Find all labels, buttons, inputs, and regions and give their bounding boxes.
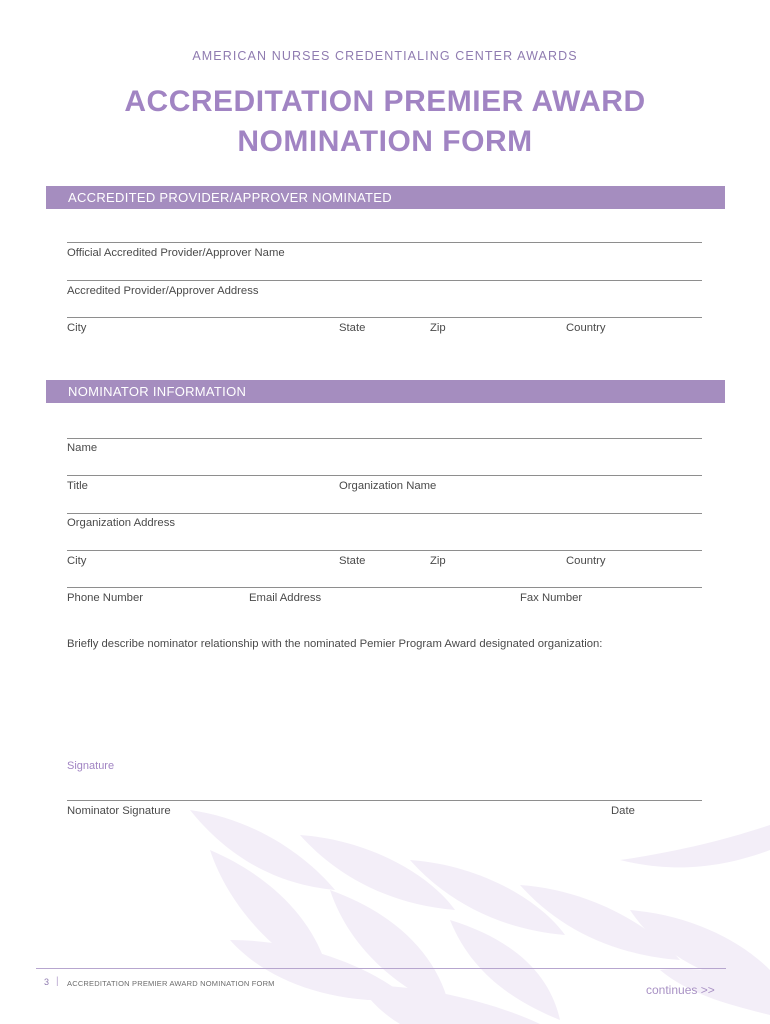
email-address-label: Email Address [249,592,322,604]
provider-address-label: Accredited Provider/Approver Address [67,285,259,297]
nominator-contact-field[interactable] [67,587,702,588]
nominator-city-label: City [67,555,87,567]
continues-link[interactable]: continues >> [646,983,715,997]
nominator-name-label: Name [67,442,98,454]
nominator-state-label: State [339,555,366,567]
section-header-provider: ACCREDITED PROVIDER/APPROVER NOMINATED [46,186,725,209]
relationship-prompt: Briefly describe nominator relationship with the nominated Pemier Program Award designated organization: [67,638,603,650]
fax-number-label: Fax Number [520,592,583,604]
organization-address-label: Organization Address [67,517,176,529]
provider-location-field[interactable] [67,317,702,318]
relationship-text-area[interactable] [67,660,702,750]
signature-heading: Signature [67,760,115,772]
official-name-label: Official Accredited Provider/Approver Name [67,247,285,259]
provider-state-label: State [339,322,366,334]
nominator-location-field[interactable] [67,550,702,551]
footer-separator: | [56,976,59,987]
provider-address-field[interactable] [67,280,702,281]
form-title-line2: NOMINATION FORM [237,125,533,158]
organization-address-field[interactable] [67,513,702,514]
footer-divider [36,968,726,969]
nominator-title-label: Title [67,480,88,492]
nominator-country-label: Country [566,555,606,567]
provider-country-label: Country [566,322,606,334]
nominator-name-field[interactable] [67,438,702,439]
form-title-line1: ACCREDITATION PREMIER AWARD [124,85,646,118]
eyebrow-heading: AMERICAN NURSES CREDENTIALING CENTER AWARDS [192,49,578,63]
section-header-nominator: NOMINATOR INFORMATION [46,380,725,403]
nominator-zip-label: Zip [430,555,446,567]
signature-field[interactable] [67,800,702,801]
organization-name-label: Organization Name [339,480,437,492]
official-name-field[interactable] [67,242,702,243]
page-number: 3 [44,977,50,987]
provider-zip-label: Zip [430,322,446,334]
nominator-title-field[interactable] [67,475,702,476]
nominator-signature-label: Nominator Signature [67,805,171,817]
provider-city-label: City [67,322,87,334]
phone-number-label: Phone Number [67,592,143,604]
footer-doc-title: ACCREDITATION PREMIER AWARD NOMINATION FORM [67,979,275,988]
date-label: Date [611,805,635,817]
